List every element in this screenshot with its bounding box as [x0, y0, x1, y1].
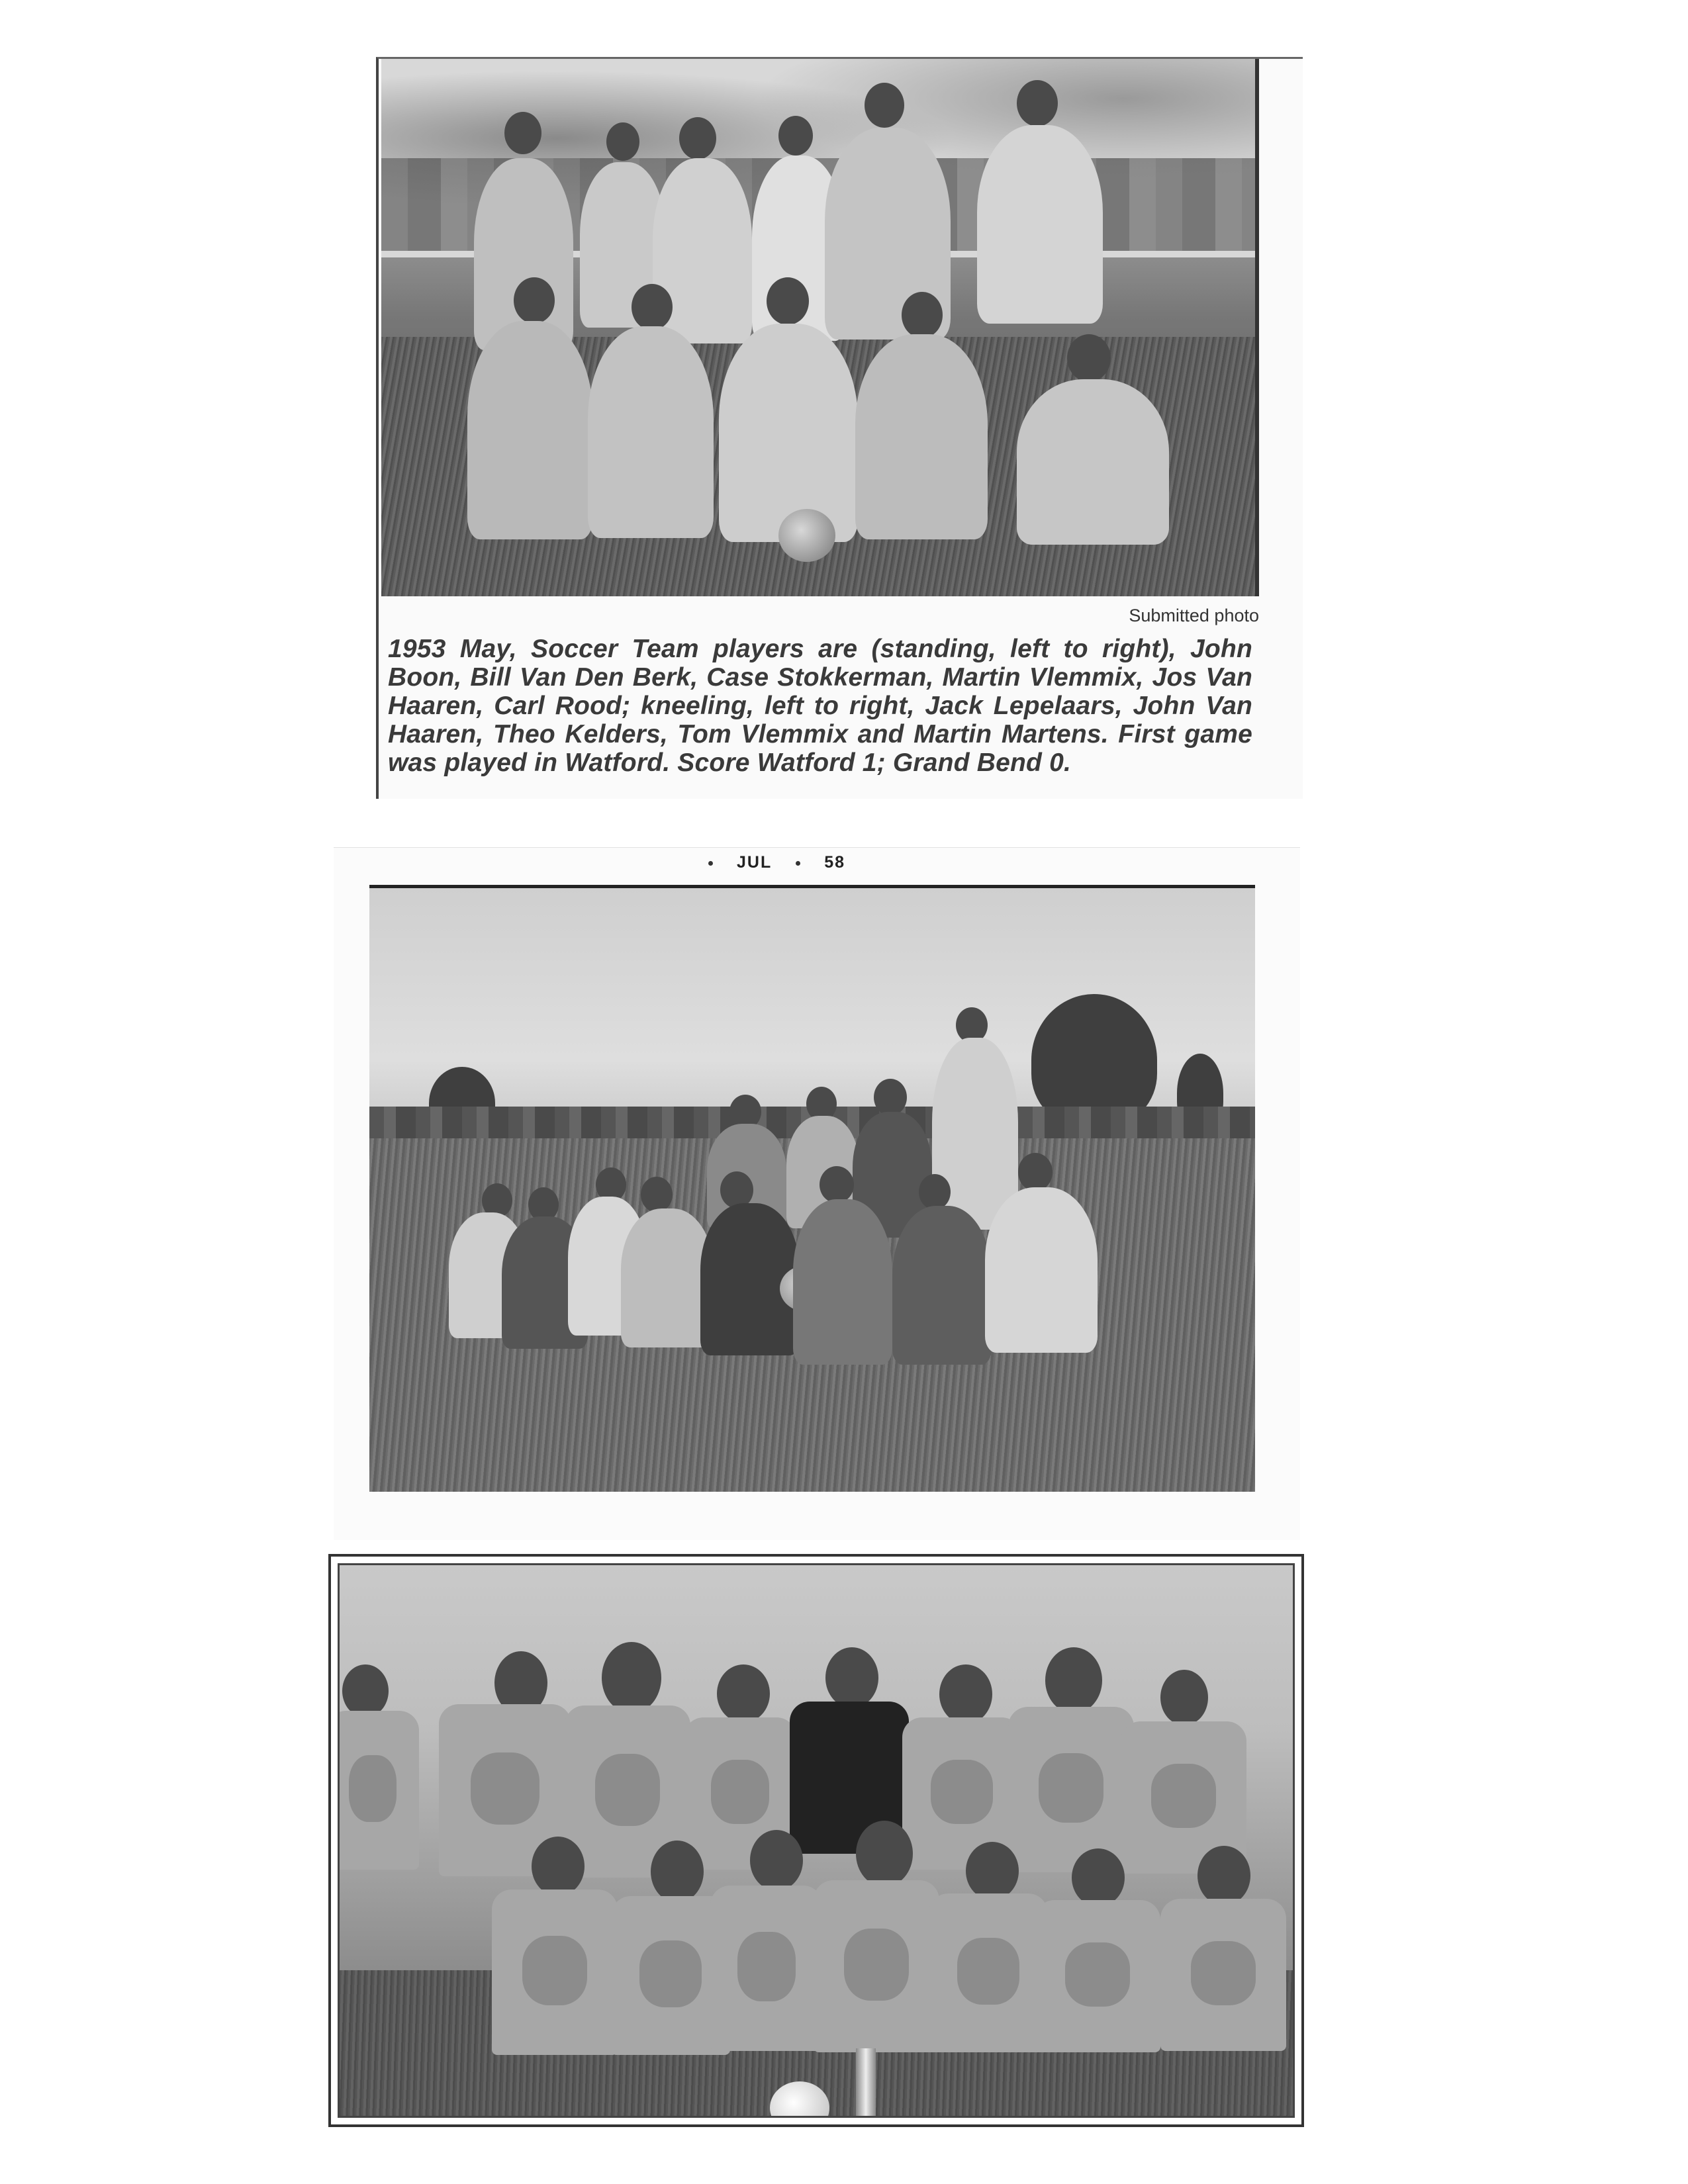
jersey-print [471, 1752, 539, 1825]
dot-separator [708, 861, 713, 866]
trophy [856, 2048, 876, 2118]
player-head [874, 1079, 907, 1116]
player-head [919, 1174, 951, 1210]
jersey-print [711, 1760, 769, 1824]
kneeling-player [621, 1208, 714, 1347]
player-head [966, 1842, 1019, 1900]
player-head [606, 122, 639, 161]
kneeling-player [588, 326, 714, 538]
player-head [679, 117, 716, 159]
date-stamp-month: JUL [737, 853, 773, 872]
jersey-print [844, 1929, 910, 2001]
player-head [602, 1642, 661, 1713]
player-head [939, 1664, 992, 1724]
player-head [651, 1841, 704, 1903]
kneeling-player [719, 324, 858, 542]
player-head [902, 292, 943, 338]
player-head [820, 1166, 854, 1203]
jersey [814, 1880, 939, 2052]
kneeling-player [855, 334, 988, 539]
jersey-print [1191, 1941, 1256, 2005]
photo-1-block [376, 57, 1303, 799]
standing-player [977, 125, 1103, 324]
jersey [1035, 1900, 1160, 2052]
kneeling-player [985, 1187, 1098, 1353]
team-photo-grand-bend [338, 1563, 1295, 2118]
date-stamp-year: 58 [824, 853, 846, 872]
player-head [1067, 334, 1111, 382]
jersey-print [522, 1936, 588, 2005]
date-stamp [684, 853, 845, 872]
kneeling-player [892, 1206, 992, 1365]
player-head [1045, 1647, 1102, 1713]
jersey-print [957, 1938, 1019, 2005]
team-photo-1953 [381, 59, 1259, 596]
photo-caption: 1953 May, Soccer Team players are (standing, left to right), John Boon, Bill Van Den Berk, Case Stokkerman, Martin Vlemmix, Jos Van Haaren, Carl Rood; kneeling, left to right, Jack Lepelaars, John Van Haaren, Theo Kelders, Tom Vlemmix and Martin Martens. First game was played in Watford. Score Watford 1; Grand Bend 0. [388, 635, 1252, 777]
jersey-print [737, 1932, 796, 2001]
team-photo-1958 [369, 885, 1255, 1492]
soccer-ball [778, 509, 835, 562]
jersey-print [349, 1755, 397, 1822]
jersey-print [595, 1754, 661, 1826]
jersey [710, 1886, 823, 2051]
jersey [338, 1711, 419, 1870]
jersey [1008, 1707, 1134, 1872]
jersey-print [639, 1940, 702, 2007]
kneeling-player [793, 1199, 892, 1365]
player-head [717, 1664, 770, 1723]
jersey [929, 1893, 1048, 2052]
player-head [1018, 1153, 1053, 1191]
player-head [1017, 80, 1058, 126]
player-head [632, 284, 673, 330]
player-head [532, 1837, 585, 1896]
player-head [1160, 1670, 1208, 1725]
jersey-print [1151, 1764, 1217, 1828]
player-head [641, 1177, 673, 1212]
kneeling-player [467, 321, 593, 539]
player-head [1072, 1848, 1125, 1907]
player-head [342, 1664, 389, 1717]
jersey-print [1065, 1942, 1131, 2007]
photo-3-frame [328, 1554, 1304, 2127]
jersey-print [1039, 1753, 1104, 1823]
kneeling-player [1017, 379, 1169, 545]
player-head [865, 83, 904, 128]
player-head [750, 1830, 803, 1891]
photo-2-frame [334, 847, 1300, 1540]
jersey [1160, 1899, 1286, 2051]
photo-credit: Submitted photo [1129, 606, 1259, 625]
player-head [778, 116, 813, 156]
player-head [825, 1647, 878, 1708]
player-head [504, 112, 541, 154]
player-head [767, 277, 809, 325]
dot-separator [796, 861, 800, 866]
player-head [514, 277, 555, 324]
player-head [1197, 1846, 1250, 1905]
player-head [856, 1821, 913, 1887]
jersey-print [931, 1760, 993, 1824]
jersey [492, 1889, 618, 2055]
